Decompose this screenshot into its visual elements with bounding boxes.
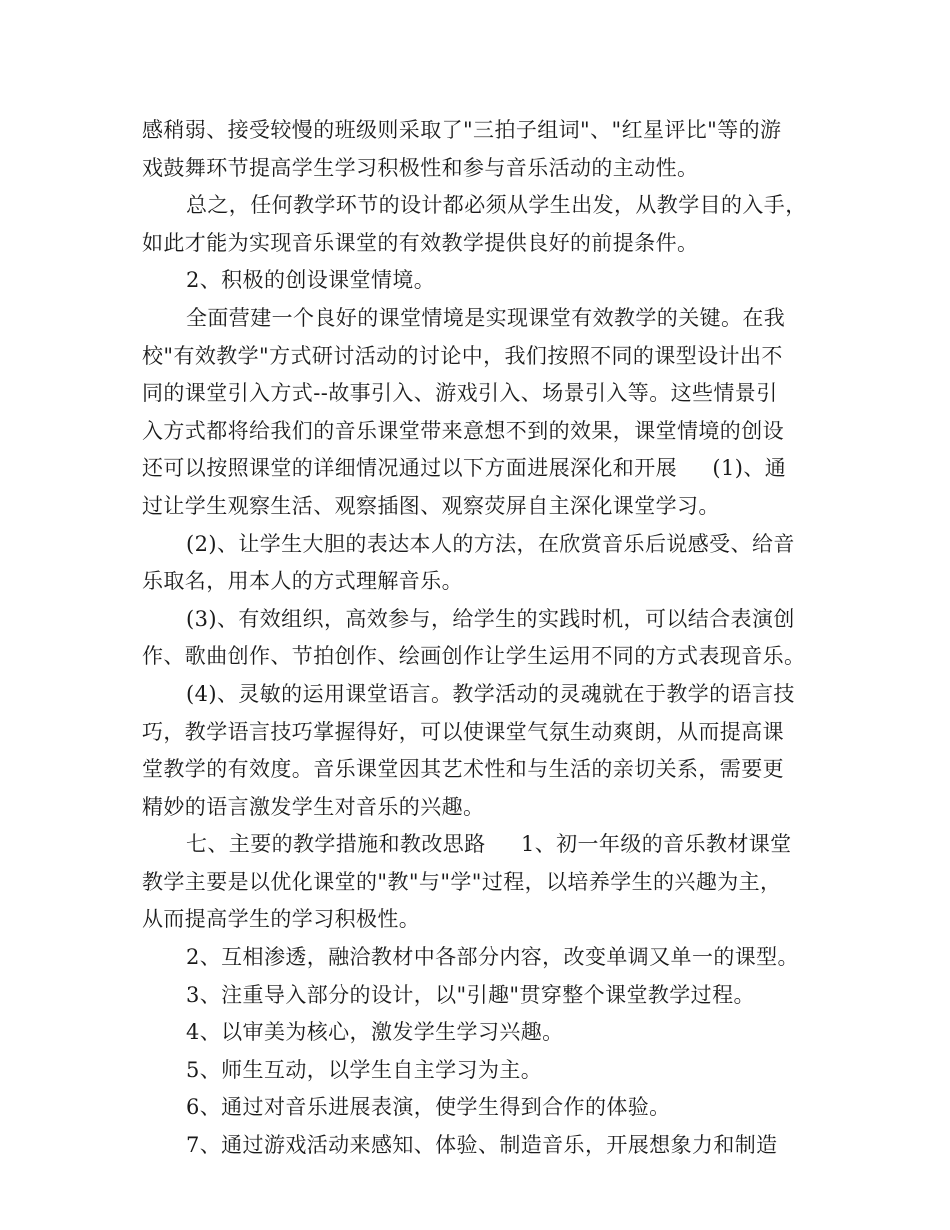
- text-line: 精妙的语言激发学生对音乐的兴趣。: [142, 794, 485, 819]
- text-line: (3)、有效组织，高效参与，给学生的实践时机，可以结合表演创: [186, 606, 795, 631]
- text-line: 校"有效教学"方式研讨活动的讨论中，我们按照不同的课型设计出不: [142, 343, 783, 368]
- text-line: 过让学生观察生活、观察插图、观察荧屏自主深化课堂学习。: [142, 493, 720, 518]
- text-line: 巧，教学语言技巧掌握得好，可以使课堂气氛生动爽朗，从而提高课: [142, 719, 784, 744]
- text-line: 4、以审美为核心，激发学生学习兴趣。: [186, 1020, 564, 1045]
- text-line: 全面营建一个良好的课堂情境是实现课堂有效教学的关键。在我: [186, 305, 786, 330]
- text-line: 作、歌曲创作、节拍创作、绘画创作让学生运用不同的方式表现音乐。: [142, 644, 806, 669]
- text-line: 7、通过游戏活动来感知、体验、制造音乐，开展想象力和制造: [186, 1133, 778, 1158]
- text-line: 3、注重导入部分的设计，以"引趣"贯穿整个课堂教学过程。: [186, 982, 755, 1007]
- text-line: (2)、让学生大胆的表达本人的方法，在欣赏音乐后说感受、给音: [186, 531, 795, 556]
- text-line: 同的课堂引入方式--故事引入、游戏引入、场景引入等。这些情景引: [142, 381, 778, 406]
- text-line: 总之，任何教学环节的设计都必须从学生出发，从教学目的入手，: [186, 193, 807, 218]
- text-line: 堂教学的有效度。音乐课堂因其艺术性和与生活的亲切关系，需要更: [142, 757, 784, 782]
- document-body: [142, 112, 814, 1165]
- text-line: 5、师生互动，以学生自主学习为主。: [186, 1057, 543, 1082]
- text-line: 2、互相渗透，融洽教材中各部分内容，改变单调又单一的课型。: [186, 945, 799, 970]
- text-line: 还可以按照课堂的详细情况通过以下方面进展深化和开展 (1)、通: [142, 456, 787, 481]
- text-line: (4)、灵敏的运用课堂语言。教学活动的灵魂就在于教学的语言技: [186, 681, 795, 706]
- text-line: 从而提高学生的学习积极性。: [142, 907, 421, 932]
- text-line: 乐取名，用本人的方式理解音乐。: [142, 569, 463, 594]
- text-line: 教学主要是以优化课堂的"教"与"学"过程，以培养学生的兴趣为主，: [142, 869, 782, 894]
- text-line: 如此才能为实现音乐课堂的有效教学提供良好的前提条件。: [142, 230, 699, 255]
- text-line: 七、主要的教学措施和教改思路 1、初一年级的音乐教材课堂: [186, 832, 792, 857]
- text-line: 6、通过对音乐进展表演，使学生得到合作的体验。: [186, 1095, 671, 1120]
- text-line: 戏鼓舞环节提高学生学习积极性和参与音乐活动的主动性。: [142, 155, 699, 180]
- text-line: 2、积极的创设课堂情境。: [186, 268, 436, 293]
- text-line: 入方式都将给我们的音乐课堂带来意想不到的效果，课堂情境的创设: [142, 418, 784, 443]
- text-line: 感稍弱、接受较慢的班级则采取了"三拍子组词"、"红星评比"等的游: [142, 118, 782, 142]
